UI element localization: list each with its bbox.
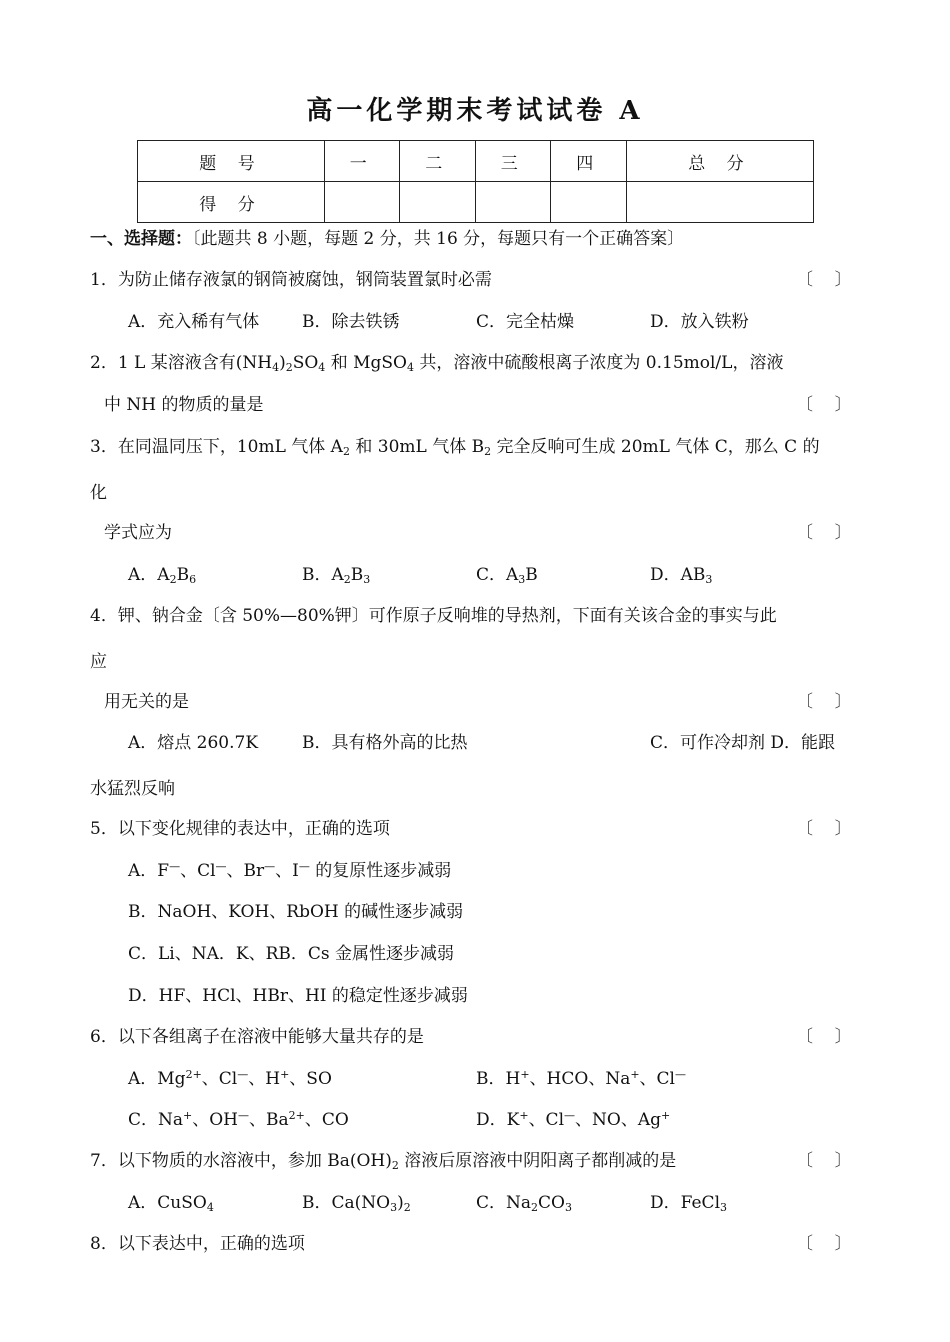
score-cell-1[interactable] — [325, 182, 400, 223]
q3-answer-bracket[interactable]: 〔 〕 — [796, 523, 852, 543]
score-cell-4[interactable] — [551, 182, 626, 223]
q3-stem-line-2: 化 — [90, 483, 107, 503]
score-cell-3[interactable] — [475, 182, 550, 223]
q6-stem: 6．以下各组离子在溶液中能够大量共存的是 — [90, 1027, 424, 1047]
q3-option-a: A．$A_2B_6$ — [128, 565, 197, 586]
q1-option-b: B．除去铁锈 — [302, 312, 400, 332]
score-row-label: 得 分 — [138, 182, 325, 223]
header-part-2: 二 — [400, 141, 475, 182]
q6-option-d: D．K+、Cl—、NO、Ag+ — [476, 1109, 671, 1130]
q5-option-c: C．Li、NA．K、RB．Cs 金属性逐步减弱 — [128, 944, 455, 964]
exam-title: 高一化学期末考试试卷 A — [306, 96, 644, 126]
q8-stem: 8．以下表达中，正确的选项 — [90, 1234, 305, 1254]
score-cell-2[interactable] — [400, 182, 475, 223]
q7-answer-bracket[interactable]: 〔 〕 — [796, 1151, 852, 1171]
q1-stem: 1．为防止储存液氯的钢筒被腐蚀，钢筒装置氯时必需 — [90, 270, 492, 290]
q6-option-b: B．H+、HCO、Na+、Cl— — [476, 1068, 686, 1089]
q4-answer-bracket[interactable]: 〔 〕 — [796, 692, 852, 712]
score-table — [137, 140, 814, 223]
q1-answer-bracket[interactable]: 〔 〕 — [796, 270, 852, 290]
section-1-title: 一、选择题： — [90, 229, 192, 249]
q2-answer-bracket[interactable]: 〔 〕 — [796, 395, 852, 415]
q4-option-b: B．具有格外高的比热 — [302, 733, 468, 753]
q1-option-a: A．充入稀有气体 — [128, 312, 260, 332]
score-table-header-row — [138, 141, 814, 182]
q7-option-b: B．$Ca(NO_3)_2$ — [302, 1193, 411, 1214]
q7-stem: 7．以下物质的水溶液中，参加 $Ba(OH)_2$ 溶液后原溶液中阴阳离子都削减的是 — [90, 1151, 677, 1172]
q6-option-c: C．Na+、OH—、$Ba^{2+}$、CO — [128, 1109, 349, 1130]
q8-answer-bracket[interactable]: 〔 〕 — [796, 1234, 852, 1254]
q2-stem: 2．1 L 某溶液含有$(NH_4)_2SO_4$ 和 MgSO$_4$ 共，溶液中硫酸根离子浓度为 0.15mol/L，溶液 — [90, 353, 784, 374]
q5-option-b: B．NaOH、KOH、RbOH 的碱性逐步减弱 — [128, 902, 464, 922]
q5-option-a: A．F—、Cl—、Br—、I— 的复原性逐步减弱 — [128, 860, 452, 881]
q3-option-b: B．$A_2B_3$ — [302, 565, 371, 586]
q5-answer-bracket[interactable]: 〔 〕 — [796, 819, 852, 839]
q3-option-d: D．$AB_3$ — [650, 565, 713, 586]
q3-option-c: C．$A_3B$ — [476, 565, 538, 586]
q6-answer-bracket[interactable]: 〔 〕 — [796, 1027, 852, 1047]
q4-option-d-continued: 水猛烈反响 — [90, 779, 175, 799]
q4-stem: 4．钾、钠合金〔含 50%—80%钾〕可作原子反响堆的导热剂，下面有关该合金的事实与此 — [90, 606, 777, 626]
q1-option-c: C．完全枯燥 — [476, 312, 575, 332]
q4-option-cd: C．可作冷却剂 D．能跟 — [650, 733, 836, 753]
q5-stem: 5．以下变化规律的表达中，正确的选项 — [90, 819, 390, 839]
header-question-number: 题 号 — [138, 141, 325, 182]
q5-option-d: D．HF、HCl、HBr、HI 的稳定性逐步减弱 — [128, 986, 468, 1006]
q7-option-a: A．CuSO$_4$ — [128, 1193, 214, 1214]
header-total: 总 分 — [626, 141, 813, 182]
header-part-1: 一 — [325, 141, 400, 182]
score-cell-total[interactable] — [626, 182, 813, 223]
q4-stem-line-2: 应 — [90, 652, 107, 672]
q1-option-d: D．放入铁粉 — [650, 312, 749, 332]
header-part-4: 四 — [551, 141, 626, 182]
q4-option-a: A．熔点 260.7K — [128, 733, 259, 753]
q3-stem-line-3: 学式应为 — [104, 523, 172, 543]
q4-stem-line-3: 用无关的是 — [104, 692, 189, 712]
q6-option-a: A．$Mg^{2+}$、Cl—、H+、SO — [128, 1068, 332, 1089]
q2-stem-line-2: 中 NH 的物质的量是 — [104, 395, 264, 415]
q3-stem: 3．在同温同压下，10mL 气体 $A_2$ 和 30mL 气体 $B_2$ 完全反响可生成 20mL 气体 C，那么 C 的 — [90, 437, 820, 458]
section-1-heading — [90, 228, 684, 250]
q7-option-c: C．$Na_2CO_3$ — [476, 1193, 572, 1214]
section-1-note: 〔此题共 8 小题，每题 2 分，共 16 分，每题只有一个正确答案〕 — [192, 229, 685, 249]
score-table-score-row — [138, 182, 814, 223]
header-part-3: 三 — [475, 141, 550, 182]
q7-option-d: D．FeCl$_3$ — [650, 1193, 728, 1214]
